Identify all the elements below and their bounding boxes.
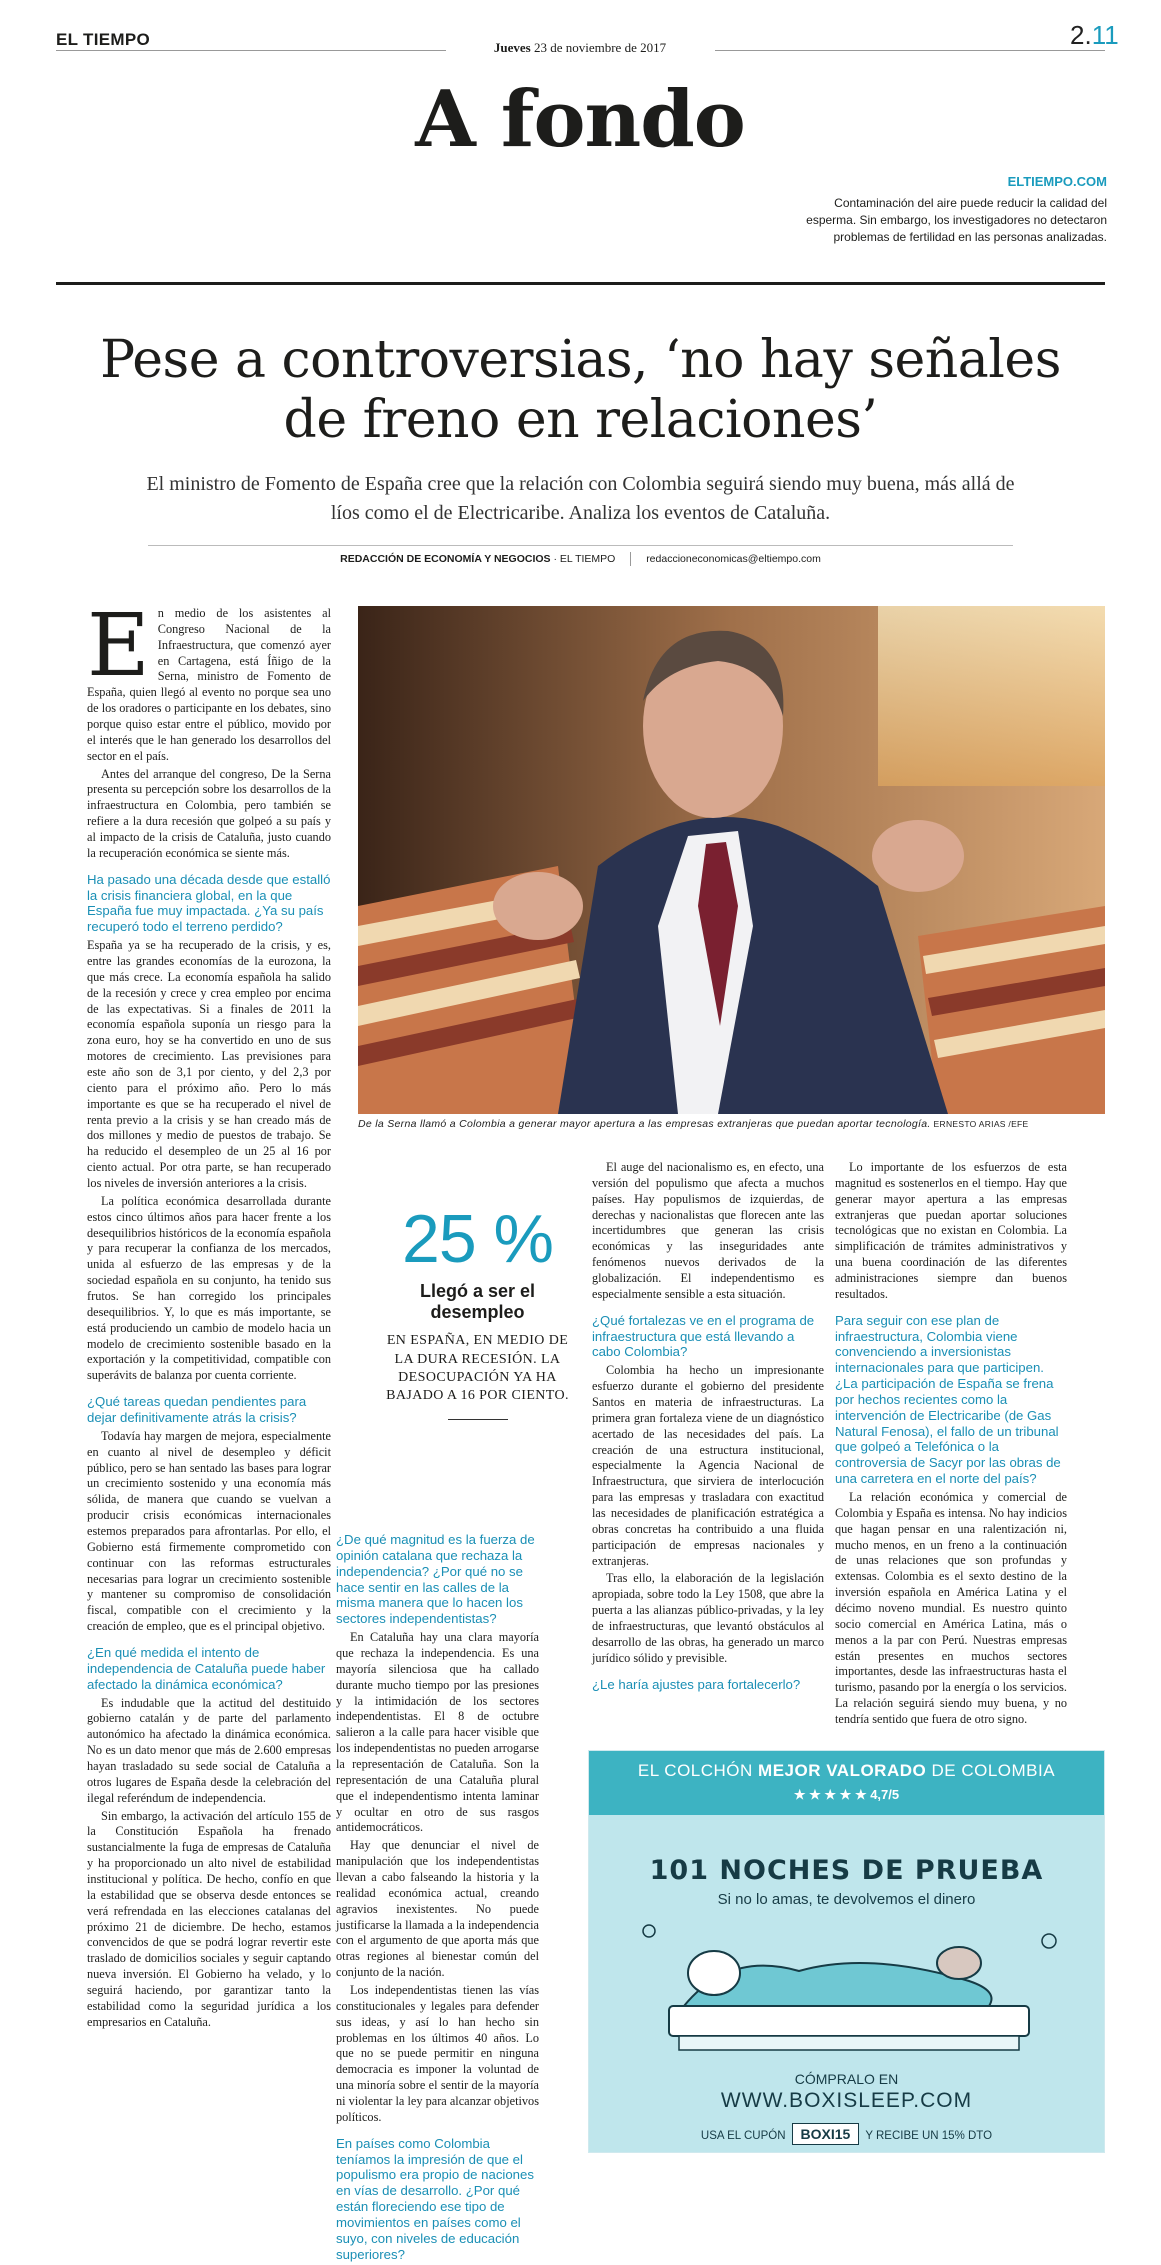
ad-buy-label: CÓMPRALO EN xyxy=(794,2071,899,2087)
byline-email[interactable]: redaccioneconomicas@eltiempo.com xyxy=(646,552,821,565)
paragraph: Es indudable que la actitud del destituido gobierno catalán y de parte del parlamento autonómico ha afectado la dinámica económica. No es un dato menor que más de 2.600 empresas hayan trasladado su sede social de Cataluña a otros lugares de España desde la celebración del ilegal referéndum de independencia. xyxy=(87,1695,331,1805)
paragraph: Los independentistas tienen las vías constitucionales y legales para defender sus ideas, y así lo han hecho sin problemas en los últimos 40 años. Lo que no se puede permitir en ninguna democracia es imponer la voluntad de una minoría sobre el sentir de la mayoría ni violentar la ley para alcanzar objetivos políticos. xyxy=(336,1982,539,2124)
section-divider xyxy=(56,282,1105,285)
stat-number: 25 % xyxy=(402,1201,553,1277)
paragraph: Colombia ha hecho un impresionante esfuerzo durante el gobierno del presidente Santos en materia de infraestructuras. La primera gran fortaleza viene de un diagnóstico acertado de las necesidades del país. La creación de una estructura institucional, especialmente la Agencia Nacional de Infraestructura, que sirviera de interlocución para las empresas y trasladara con exactitud las necesidades de planificación estratégica a obras concretas ha contribuido a una fluida participación de empresas nacionales y extranjeras. xyxy=(592,1363,824,1568)
paragraph: En Cataluña hay una clara mayoría que rechaza la independencia. Es una mayoría silenciosa que ha callado durante mucho tiempo por las presiones y la intimidación de los sectores independentistas. El 8 de octubre salieron a la calle para hacer visible que los independentistas no pueden arrogarse la representación de Cataluña. Son la representación de una Cataluña plural que el independentismo intenta laminar y ocultar en otro de sus rasgos antidemocráticos. xyxy=(336,1630,539,1835)
drop-cap: E xyxy=(87,596,150,696)
paragraph: Sin embargo, la activación del artículo 155 de la Constitución Española ha frenado sustancialmente la fuga de empresas de Cataluña y ha proporcionado un alto nivel de estabilidad institucional y política. De hecho, confío en que la estabilidad que se observa desde entonces se verá refrendada en las elecciones catalanas del próximo 21 de diciembre. De hecho, estamos convencidos de que se podrá lograr revertir este traslado de domicilios sociales y seguir captando nueva inversión. El Gobierno ha velado, y lo seguirá haciendo, por garantizar tanto la estabilidad como la seguridad jurídica a los empresarios en Cataluña. xyxy=(87,1808,331,2029)
ad-headline: 101 NOCHES DE PRUEBA xyxy=(649,1855,1044,1886)
dateline: Jueves 23 de noviembre de 2017 xyxy=(493,40,667,55)
rating-stars-icon: ★ ★ ★ ★ ★ 4,7/5 xyxy=(793,1787,900,1802)
promo-site-link[interactable]: ELTIEMPO.COM xyxy=(1007,174,1107,189)
web-promo xyxy=(800,173,1107,246)
article-column-4 xyxy=(835,1160,1067,1730)
ad-coupon: USA EL CUPÓN BOXI15 Y RECIBE UN 15% DTO xyxy=(589,2123,1104,2145)
interview-question: ¿Qué tareas quedan pendientes para dejar definitivamente atrás la crisis? xyxy=(87,1394,307,1426)
header-rule-left xyxy=(56,50,446,51)
article-headline: Pese a controversias, ‘no hay señales de freno en relaciones’ xyxy=(100,330,1061,451)
photo-caption: De la Serna llamó a Colombia a generar mayor apertura a las empresas extranjeras que puedan aportar tecnología. ERNESTO ARIAS /EFE xyxy=(358,1118,1029,1130)
interview-question: ¿Le haría ajustes para fortalecerlo? xyxy=(592,1676,801,1692)
paragraph: La relación económica y comercial de Colombia y España es intensa. No hay indicios que hagan pensar en una ralentización ni, mucho menos, en un freno a la continuación de unas relaciones que son profundas y extensas. Colombia es el sexto destino de la inversión española en América Latina y el décimo noveno mundial. Es nuestro quinto socio comercial en América Latina, más o menos a la par con Perú. Nuestras empresas están presentes en muchos sectores importantes, desde las infraestructuras hasta el turismo, pasando por la energía o los servicios. La relación seguirá siendo muy buena, y no tendría sentido que fuera de otro signo. xyxy=(835,1490,1067,1727)
byline xyxy=(148,552,1013,566)
interview-question: Ha pasado una década desde que estalló la crisis financiera global, en la que España fue muy impactada. ¿Ya su país recuperó todo el terreno perdido? xyxy=(87,871,331,935)
byline-paper: · EL TIEMPO xyxy=(553,552,616,565)
coupon-code: BOXI15 xyxy=(792,2123,860,2145)
stat-label: Llegó a ser el desempleo xyxy=(419,1281,536,1322)
page-number: 2.11 xyxy=(1070,20,1119,50)
interview-question: En países como Colombia teníamos la impresión de que el populismo era propio de naciones en vías de desarrollo. ¿Por qué están floreciendo ese tipo de movimientos en países como el suyo, con niveles de educación superiores? xyxy=(336,2135,534,2262)
ad-subheadline: Si no lo amas, te devolvemos el dinero xyxy=(717,1891,976,1908)
article-deck: El ministro de Fomento de España cree que la relación con Colombia seguirá siendo muy buena, más allá de líos como el de Electricaribe. Analiza los eventos de Cataluña. xyxy=(146,473,1015,524)
header-rule-right xyxy=(715,50,1105,51)
paragraph: n medio de los asistentes al Congreso Nacional de la Infraestructura, que comenzó ayer en Cartagena, está Íñigo de la Serna, ministro de Fomento de España, quien llegó al evento no porque sea uno de los oradores o participante en los debates, sino porque quiso estar entre el público, movido por el interés que le han generado los desarrollos del sector en el país. xyxy=(87,606,331,763)
interview-question: ¿De qué magnitud es la fuerza de opinión catalana que rechaza la independencia? ¿Por qué no se hace sentir en las calles de la misma manera que lo hacen los sectores independentistas? xyxy=(336,1532,535,1627)
paragraph: El auge del nacionalismo es, en efecto, una versión del populismo que afecta a muchos países. Hay populismos de izquierdas, de derechas y nacionalistas que florecen ante las incertidumbres que generan las crisis económicas y las inseguridades ante fenómenos nuevos derivados de la globalización. El independentismo es especialmente sensible a esta situación. xyxy=(592,1160,824,1301)
interview-question: Para seguir con ese plan de infraestructura, Colombia viene convenciendo a inversionistas internacionales para que participen. ¿La participación de España se frena por hechos recientes como la intervención de Electricaribe (de Gas Natural Fenosa), el fallo de un tribunal que golpeó a Telefónica o la controversia de Sacyr por las obras de una carretera en el norte del país? xyxy=(835,1312,1061,1487)
article-column-3 xyxy=(592,1160,824,1695)
stat-text: EN ESPAÑA, EN MEDIO DE LA DURA RECESIÓN. LA DESOCUPACIÓN YA HA BAJADO A 16 POR CIENTO. xyxy=(386,1333,569,1403)
paragraph: La política económica desarrollada durante estos cinco últimos años para hacer frente a los desequilibrios históricos de la economía española y para recuperar la confianza de los mercados, unida al esfuerzo de las empresas y de la sociedad española en su conjunto, ha tenido sus frutos. Se han corregido los principales desequilibrios. Y, lo que es más importante, se está produciendo un cambio de modelo hacia un modelo de crecimiento sostenible basado en la exportación y la competitividad, compatible con superávits de balanza por cuenta corriente. xyxy=(87,1193,331,1383)
stat-rule xyxy=(448,1419,508,1420)
paragraph: Hay que denunciar el nivel de manipulación que los independentistas llevan a cabo falseando la historia y la realidad económica actual, creando agravios inexistentes. No puede justificarse la llamada a la independencia con el argumento de que aporta más que otras regiones al bienestar común del conjunto de la nación. xyxy=(336,1838,539,1980)
byline-desk: REDACCIÓN DE ECONOMÍA Y NEGOCIOS xyxy=(340,552,551,565)
mattress-ad[interactable] xyxy=(588,1750,1105,2153)
masthead-brand: EL TIEMPO xyxy=(56,30,151,49)
interview-question: ¿Qué fortalezas ve en el programa de infraestructura que está llevando a cabo Colombia? xyxy=(592,1312,815,1360)
byline-rule xyxy=(148,545,1013,546)
paragraph: Antes del arranque del congreso, De la Serna presenta su percepción sobre los desarrollos de la infraestructura en Colombia, pero también se refiere a la dura recesión que golpeó a su país y al impacto de la crisis de Cataluña, justo cuando la recuperación económica se siente más. xyxy=(87,766,331,860)
section-title: A fondo xyxy=(415,74,745,165)
ad-banner xyxy=(589,1751,1104,1815)
promo-text: Contaminación del aire puede reducir la calidad del esperma. Sin embargo, los investigadores no detectaron problemas de fertilidad en las personas analizadas. xyxy=(806,196,1107,244)
ad-tagline: EL COLCHÓN MEJOR VALORADO DE COLOMBIA xyxy=(637,1761,1056,1780)
paragraph: Lo importante de los esfuerzos de esta magnitud es sostenerlos en el tiempo. Hay que generar mayor apertura a las empresas extranjeras que puedan aportar soluciones tecnológicas que no existan en Colombia. La simplificación de trámites administrativos y una buena coordinación de las diferentes administraciones siempre dan buenos resultados. xyxy=(835,1160,1067,1301)
interview-question: ¿En qué medida el intento de independencia de Cataluña puede haber afectado la dinámica económica? xyxy=(87,1645,326,1692)
paragraph: Tras ello, la elaboración de la legislación apropiada, sobre todo la Ley 1508, que abre la puerta a las alianzas público-privadas, y la ley de infraestructuras, que levantó obstáculos al desarrollo de las obras, ha generado un marco jurídico sólido y previsible. xyxy=(592,1571,824,1665)
article-column-1 xyxy=(87,596,331,2033)
photo-credit: ERNESTO ARIAS /EFE xyxy=(933,1119,1029,1129)
ad-url-link[interactable]: WWW.BOXISLEEP.COM xyxy=(720,2089,973,2112)
mattress-illustration xyxy=(589,1911,1106,2061)
article-photo xyxy=(358,606,1105,1114)
paragraph: España ya se ha recuperado de la crisis, y es, entre las grandes economías de la eurozona, la que más crece. La economía española ha salido de la recesión y crece y crea empleo por encima de las expectativas. Si a finales de 2011 la economía española suponía un riesgo para la zona euro, hoy se ha convertido en uno de sus motores de crecimiento. Las previsiones para este año son de 3,1 por ciento, y del 2,3 por ciento para el próximo año. Pero lo más importante es que se ha recuperado el nivel de renta previo a la crisis y se han creado más de dos millones y medio de puestos de trabajo. Se ha reducido el desempleo de un 25 al 16 por ciento actual. Por otra parte, se han recuperado los niveles de inversión anteriores a la crisis. xyxy=(87,938,331,1191)
article-column-2 xyxy=(336,1532,539,2265)
paragraph: Todavía hay margen de mejora, especialmente en cuanto al nivel de desempleo y déficit público, pero se han sentado las bases para lograr un crecimiento sostenido y una economía más sólida, de manera que cuando se vuelvan a producir crisis económicas internacionales estemos preparados para afrontarlas. Por ello, el Gobierno está firmemente comprometido con continuar con las reformas estructurales necesarias para lograr un crecimiento sostenible y mantener su compromiso de consolidación fiscal, compatible con el crecimiento y la creación de empleo, que es el principal objetivo. xyxy=(87,1428,331,1634)
stat-callout xyxy=(380,1201,575,1420)
byline-separator xyxy=(630,552,631,566)
photo-illustration xyxy=(358,606,1105,1114)
